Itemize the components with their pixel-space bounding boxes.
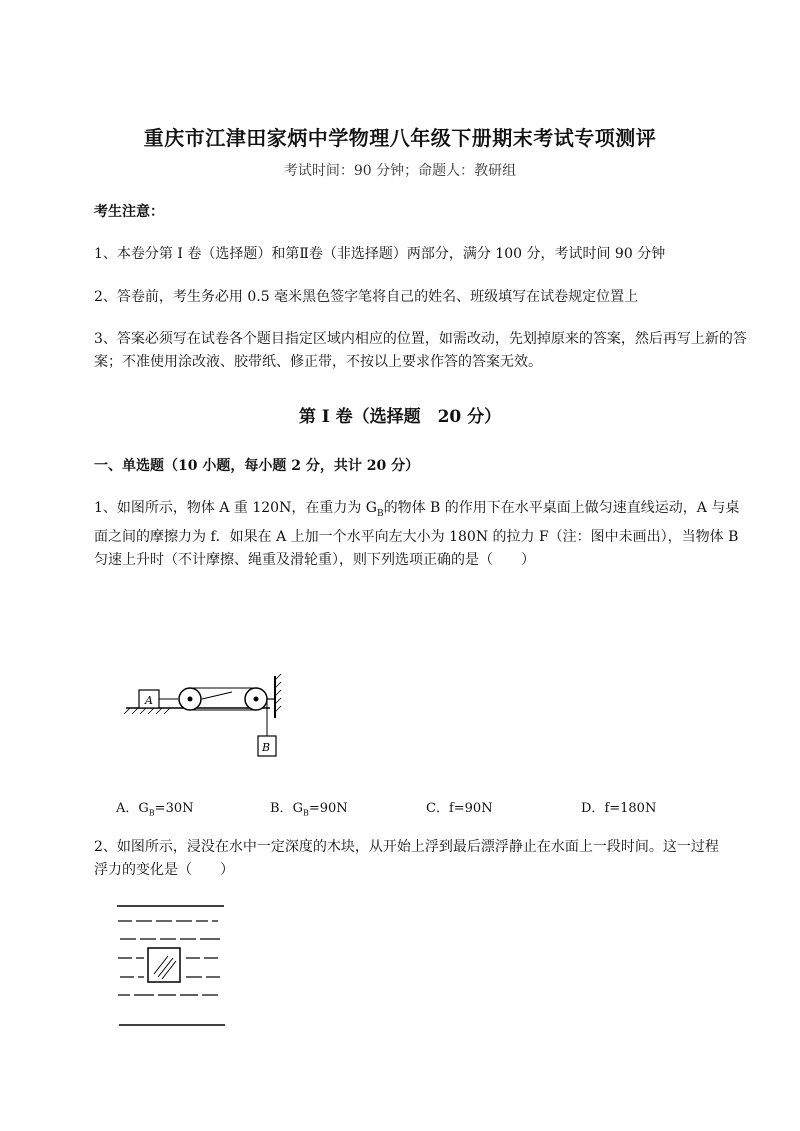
question-1-line: 1、如图所示，物体 A 重 120N，在重力为 $G_B$的物体 B 的作用下在水平桌面上做匀速直线运动，A 与桌 — [94, 500, 740, 519]
question-1-line: 面之间的摩擦力为 f．如果在 A 上加一个水平向左大小为 180N 的拉力 F（注：图中未画出），当物体 B — [94, 528, 739, 545]
block-a-label: A — [145, 694, 153, 707]
water-block-figure — [110, 898, 240, 1032]
note-item: 1、本卷分第 I 卷（选择题）和第Ⅱ卷（非选择题）两部分，满分 100 分，考试时间 90 分钟 — [94, 246, 666, 262]
question-2-line: 浮力的变化是（ ） — [94, 862, 234, 878]
pulley-figure — [120, 672, 290, 768]
question-1-line: 匀速上升时（不计摩擦、绳重及滑轮重），则下列选项正确的是（ ） — [94, 551, 535, 568]
option-d[interactable]: D．f=180N — [581, 801, 657, 816]
option-b[interactable]: B．$G_B=90N$ — [270, 801, 348, 818]
section-title: 第 I 卷（选择题 20 分） — [298, 407, 502, 427]
note-item: 2、答卷前，考生务必用 0.5 毫米黑色签字笔将自己的姓名、班级填写在试卷规定位置上 — [94, 289, 639, 305]
part-heading: 一、单选题（10 小题，每小题 2 分，共计 20 分） — [94, 458, 420, 474]
note-item: 3、答案必须写在试卷各个题目指定区域内相应的位置，如需改动，先划掉原来的答案，然后再写上新的答案；不准使用涂改液、胶带纸、修正带，不按以上要求作答的答案无效。 — [94, 331, 747, 370]
option-c[interactable]: C．f=90N — [426, 801, 493, 816]
exam-info: 考试时间：90 分钟；命题人：教研组 — [283, 163, 517, 179]
page-title: 重庆市江津田家炳中学物理八年级下册期末考试专项测评 — [143, 126, 657, 150]
block-b-label: B — [262, 741, 271, 754]
question-2-line: 2、如图所示，浸没在水中一定深度的木块，从开始上浮到最后漂浮静止在水面上一段时间。这一过程 — [94, 839, 719, 855]
question-2-stem — [94, 836, 754, 882]
notes-heading: 考生注意： — [94, 204, 164, 220]
question-1-stem — [94, 497, 754, 572]
option-a[interactable]: A．$G_B=30N$ — [116, 801, 194, 818]
